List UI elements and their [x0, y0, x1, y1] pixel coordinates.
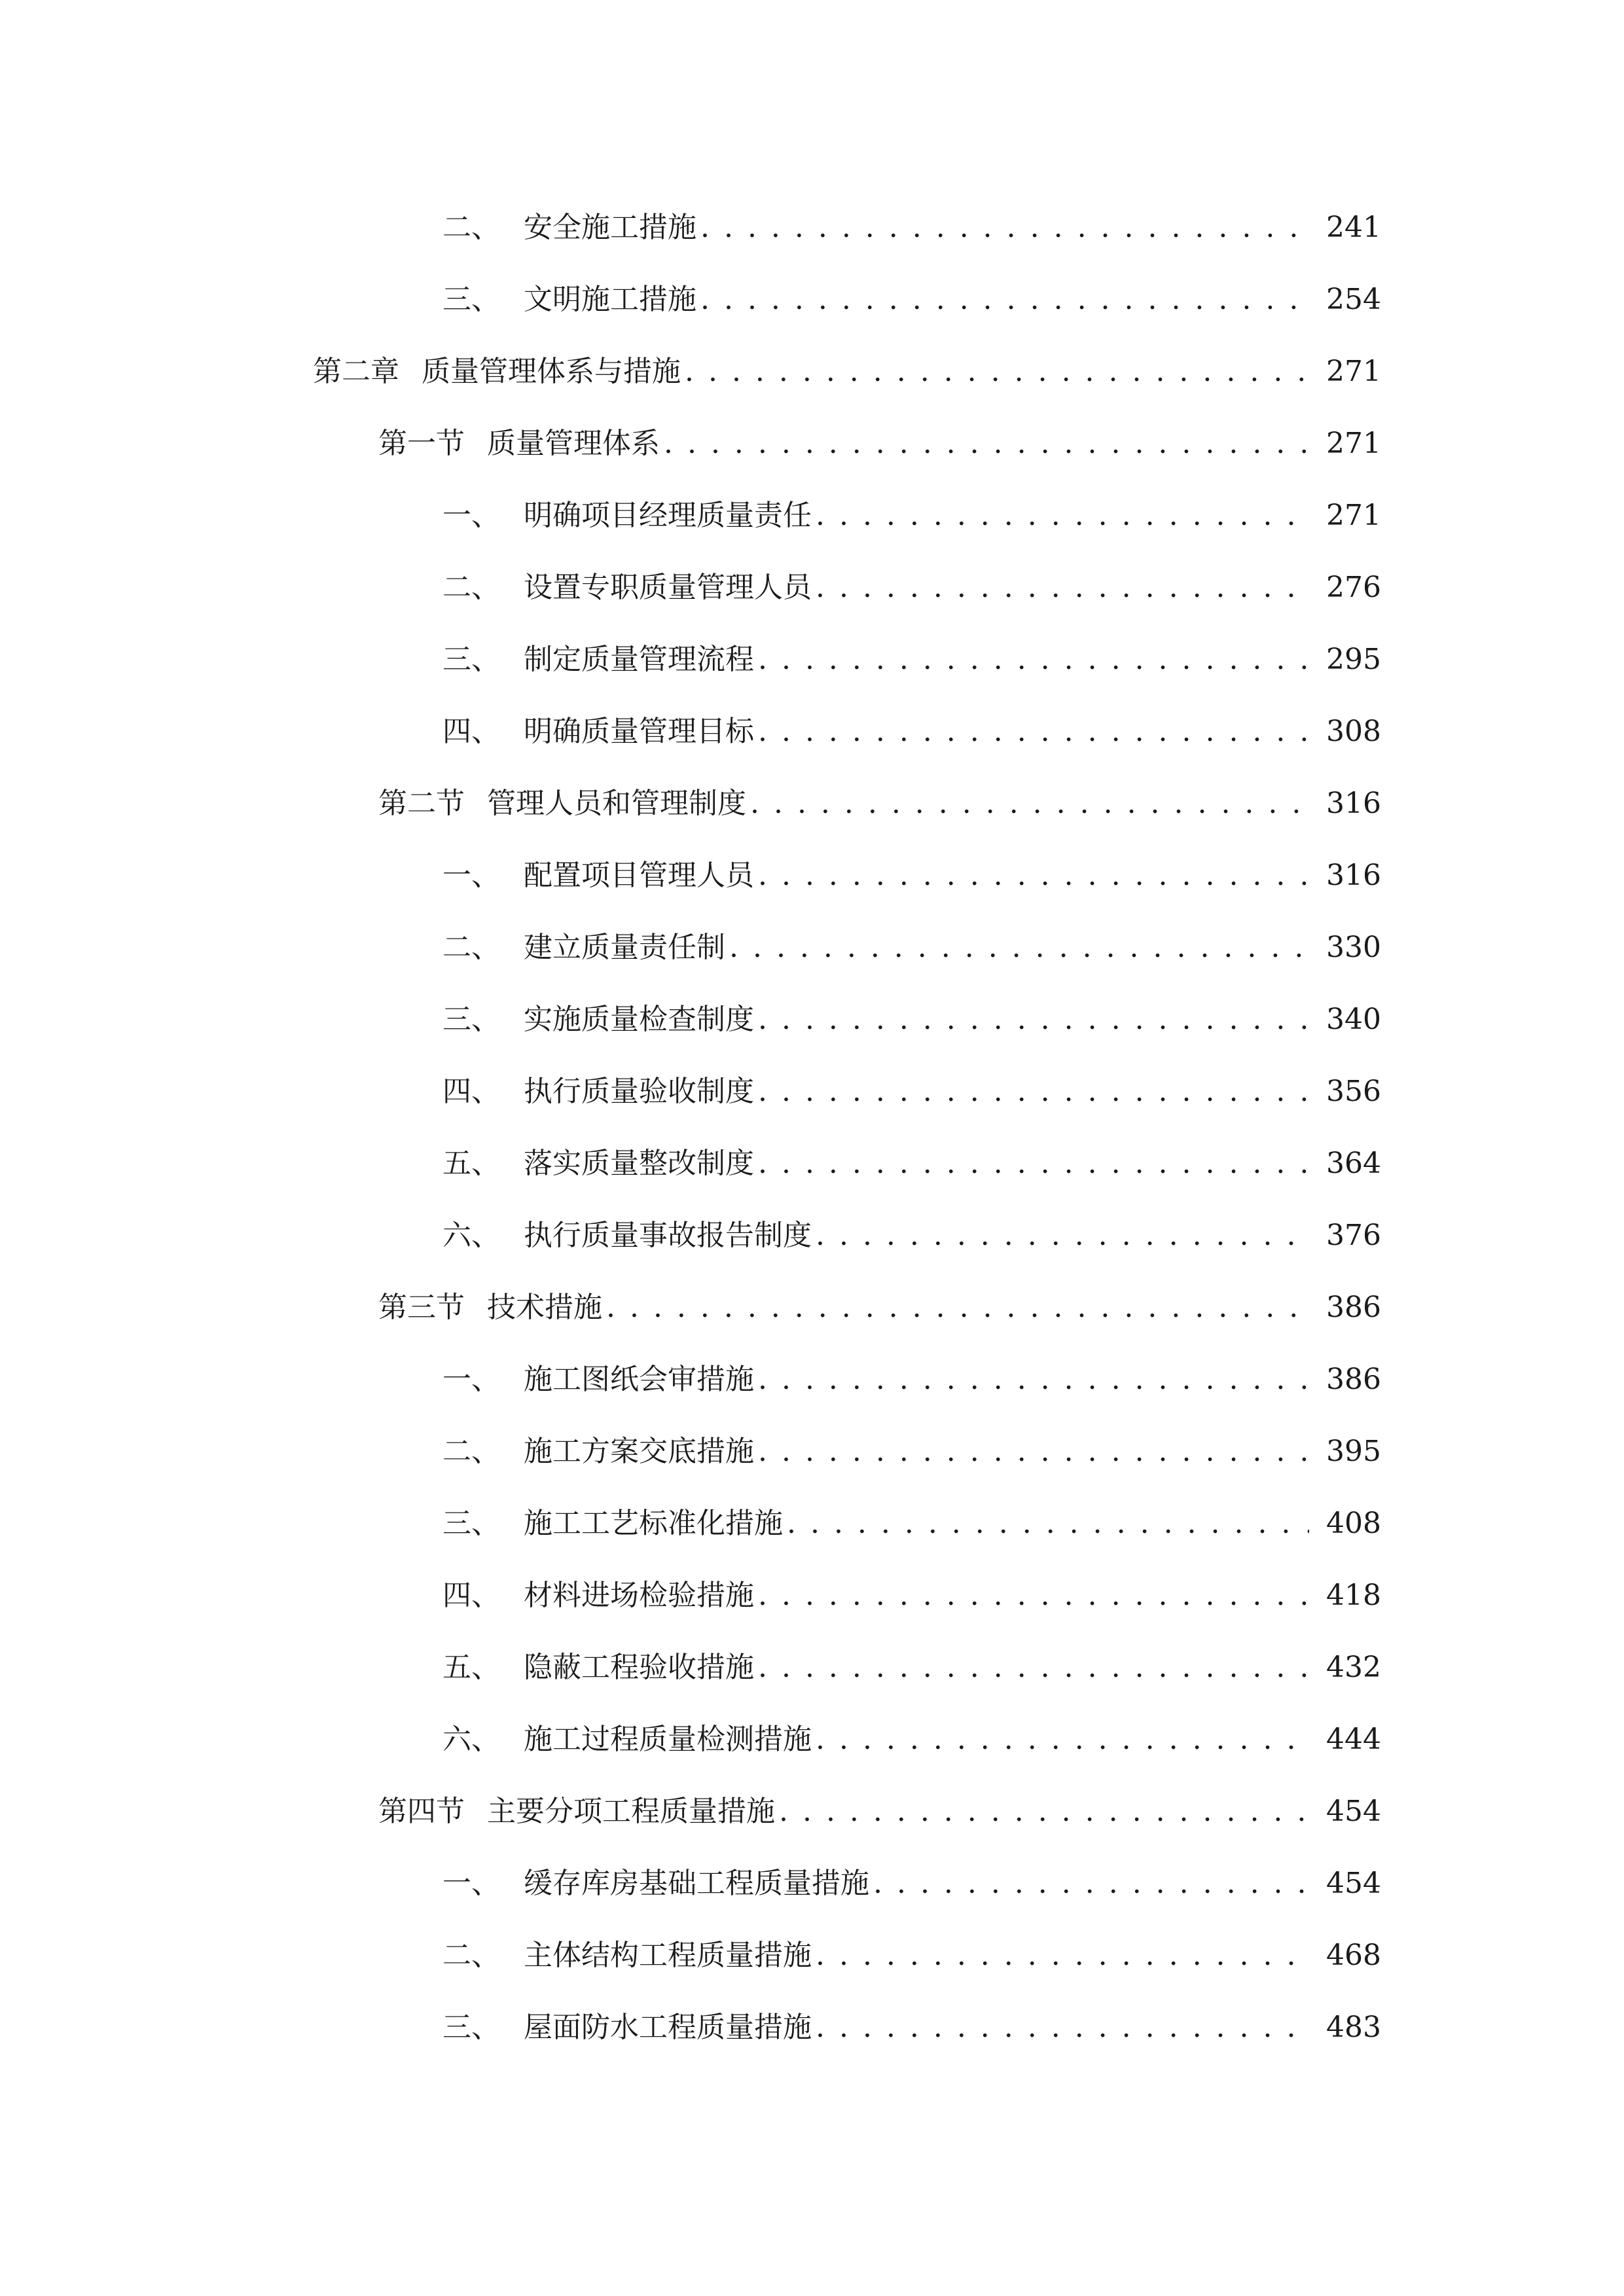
toc-entry-page-number: 330 — [1326, 931, 1381, 964]
toc-entry-title: 主要分项工程质量措施 — [487, 1795, 775, 1828]
dot-leader — [606, 1282, 1309, 1334]
toc-entry[interactable] — [442, 1426, 1381, 1478]
toc-entry-page-number: 376 — [1326, 1219, 1381, 1252]
toc-section-entry[interactable] — [378, 1282, 1381, 1334]
toc-entry-title: 施工过程质量检测措施 — [524, 1723, 812, 1756]
toc-entry-number: 三、 — [442, 643, 500, 676]
toc-entry[interactable] — [442, 706, 1381, 758]
toc-entry-number: 一、 — [442, 499, 500, 532]
toc-entry-number: 第二章 — [313, 355, 399, 388]
toc-entry-number: 第一节 — [378, 427, 465, 460]
toc-entry-page-number: 316 — [1326, 787, 1381, 820]
toc-entry-title: 施工方案交底措施 — [524, 1435, 754, 1468]
toc-entry-page-number: 468 — [1326, 1939, 1381, 1972]
dot-leader — [816, 562, 1309, 614]
toc-entry-number: 五、 — [442, 1147, 500, 1180]
toc-entry-title: 技术措施 — [487, 1291, 602, 1324]
dot-leader — [758, 1354, 1309, 1406]
toc-entry-title: 施工工艺标准化措施 — [524, 1507, 783, 1540]
dot-leader — [779, 1785, 1309, 1838]
toc-entry-title: 制定质量管理流程 — [524, 643, 754, 676]
dot-leader — [758, 634, 1309, 686]
toc-chapter-entry[interactable] — [313, 346, 1381, 398]
dot-leader — [758, 1426, 1309, 1478]
toc-section-entry[interactable] — [378, 1785, 1381, 1838]
toc-entry-number: 五、 — [442, 1651, 500, 1684]
toc-entry-title: 实施质量检查制度 — [524, 1003, 754, 1036]
toc-entry[interactable] — [442, 994, 1381, 1046]
toc-entry-number: 二、 — [442, 1435, 500, 1468]
toc-entry-title: 材料进场检验措施 — [524, 1579, 754, 1612]
dot-leader — [758, 994, 1309, 1046]
toc-entry[interactable] — [442, 1857, 1381, 1910]
toc-entry-number: 二、 — [442, 1939, 500, 1972]
toc-entry-title: 明确质量管理目标 — [524, 715, 754, 748]
toc-entry-number: 第二节 — [378, 787, 465, 820]
toc-entry-title: 设置专职质量管理人员 — [524, 571, 812, 604]
toc-section-entry[interactable] — [378, 418, 1381, 470]
toc-entry-page-number: 271 — [1326, 499, 1381, 532]
toc-entry-title: 落实质量整改制度 — [524, 1147, 754, 1180]
toc-entry-page-number: 271 — [1326, 427, 1381, 460]
toc-entry[interactable] — [442, 274, 1381, 326]
toc-entry-title: 文明施工措施 — [524, 283, 696, 316]
toc-entry-title: 屋面防水工程质量措施 — [524, 2011, 812, 2044]
toc-entry-title: 施工图纸会审措施 — [524, 1363, 754, 1396]
toc-entry-title: 安全施工措施 — [524, 211, 696, 244]
toc-entry-page-number: 386 — [1326, 1363, 1381, 1396]
dot-leader — [758, 1570, 1309, 1622]
toc-entry-number: 二、 — [442, 931, 500, 964]
toc-entry-number: 三、 — [442, 2011, 500, 2044]
toc-entry-title: 执行质量事故报告制度 — [524, 1219, 812, 1252]
dot-leader — [758, 706, 1309, 758]
toc-entry-page-number: 308 — [1326, 715, 1381, 748]
toc-entry-page-number: 454 — [1326, 1867, 1381, 1900]
toc-entry[interactable] — [442, 490, 1381, 542]
toc-entry-number: 一、 — [442, 859, 500, 892]
toc-entry-page-number: 276 — [1326, 571, 1381, 604]
toc-entry-page-number: 271 — [1326, 355, 1381, 388]
toc-entry[interactable] — [442, 1138, 1381, 1190]
toc-entry[interactable] — [442, 202, 1381, 254]
dot-leader — [685, 346, 1309, 398]
toc-entry-page-number: 432 — [1326, 1651, 1381, 1684]
toc-entry-title: 主体结构工程质量措施 — [524, 1939, 812, 1972]
toc-entry[interactable] — [442, 1570, 1381, 1622]
toc-entry[interactable] — [442, 1929, 1381, 1982]
toc-section-entry[interactable] — [378, 778, 1381, 830]
toc-entry-page-number: 241 — [1326, 211, 1381, 244]
dot-leader — [750, 778, 1309, 830]
toc-entry[interactable] — [442, 922, 1381, 974]
toc-entry-number: 四、 — [442, 1579, 500, 1612]
toc-entry-title: 管理人员和管理制度 — [487, 787, 746, 820]
toc-entry-number: 四、 — [442, 1075, 500, 1108]
dot-leader — [700, 202, 1309, 254]
toc-entry-page-number: 295 — [1326, 643, 1381, 676]
toc-entry-number: 第三节 — [378, 1291, 465, 1324]
toc-entry[interactable] — [442, 1498, 1381, 1550]
toc-entry[interactable] — [442, 1713, 1381, 1766]
toc-entry[interactable] — [442, 1066, 1381, 1118]
toc-entry[interactable] — [442, 562, 1381, 614]
dot-leader — [816, 1713, 1309, 1766]
toc-entry[interactable] — [442, 1641, 1381, 1694]
toc-entry-title: 执行质量验收制度 — [524, 1075, 754, 1108]
toc-entry-number: 六、 — [442, 1219, 500, 1252]
dot-leader — [700, 274, 1309, 326]
toc-entry-number: 三、 — [442, 1003, 500, 1036]
toc-entry[interactable] — [442, 850, 1381, 902]
dot-leader — [664, 418, 1309, 470]
toc-entry[interactable] — [442, 1354, 1381, 1406]
toc-entry-page-number: 418 — [1326, 1579, 1381, 1612]
toc-entry-page-number: 454 — [1326, 1795, 1381, 1828]
toc-entry-number: 第四节 — [378, 1795, 465, 1828]
toc-entry-number: 三、 — [442, 1507, 500, 1540]
toc-entry-page-number: 408 — [1326, 1507, 1381, 1540]
toc-entry[interactable] — [442, 2001, 1381, 2054]
dot-leader — [758, 1641, 1309, 1694]
toc-entry[interactable] — [442, 634, 1381, 686]
dot-leader — [816, 490, 1309, 542]
toc-entry-page-number: 364 — [1326, 1147, 1381, 1180]
dot-leader — [758, 1066, 1309, 1118]
toc-entry-number: 三、 — [442, 283, 500, 316]
toc-entry-title: 缓存库房基础工程质量措施 — [524, 1867, 869, 1900]
toc-entry-page-number: 395 — [1326, 1435, 1381, 1468]
dot-leader — [758, 1138, 1309, 1190]
toc-entry-number: 六、 — [442, 1723, 500, 1756]
toc-entry-title: 质量管理体系 — [487, 427, 660, 460]
toc-entry-page-number: 356 — [1326, 1075, 1381, 1108]
toc-entry-page-number: 340 — [1326, 1003, 1381, 1036]
toc-entry-title: 配置项目管理人员 — [524, 859, 754, 892]
toc-entry[interactable] — [442, 1210, 1381, 1262]
dot-leader — [758, 850, 1309, 902]
dot-leader — [816, 1210, 1309, 1262]
toc-entry-title: 明确项目经理质量责任 — [524, 499, 812, 532]
toc-entry-number: 二、 — [442, 211, 500, 244]
dot-leader — [787, 1498, 1309, 1550]
dot-leader — [816, 1929, 1309, 1982]
toc-entry-page-number: 316 — [1326, 859, 1381, 892]
toc-entry-page-number: 483 — [1326, 2011, 1381, 2044]
toc-entry-number: 二、 — [442, 571, 500, 604]
toc-entry-page-number: 444 — [1326, 1723, 1381, 1756]
toc-entry-number: 一、 — [442, 1867, 500, 1900]
toc-entry-page-number: 386 — [1326, 1291, 1381, 1324]
toc-entry-title: 隐蔽工程验收措施 — [524, 1651, 754, 1684]
dot-leader — [729, 922, 1309, 974]
toc-entry-page-number: 254 — [1326, 283, 1381, 316]
toc-entry-number: 四、 — [442, 715, 500, 748]
dot-leader — [873, 1857, 1309, 1910]
toc-entry-title: 质量管理体系与措施 — [422, 355, 681, 388]
dot-leader — [816, 2001, 1309, 2054]
toc-entry-number: 一、 — [442, 1363, 500, 1396]
toc-entry-title: 建立质量责任制 — [524, 931, 725, 964]
